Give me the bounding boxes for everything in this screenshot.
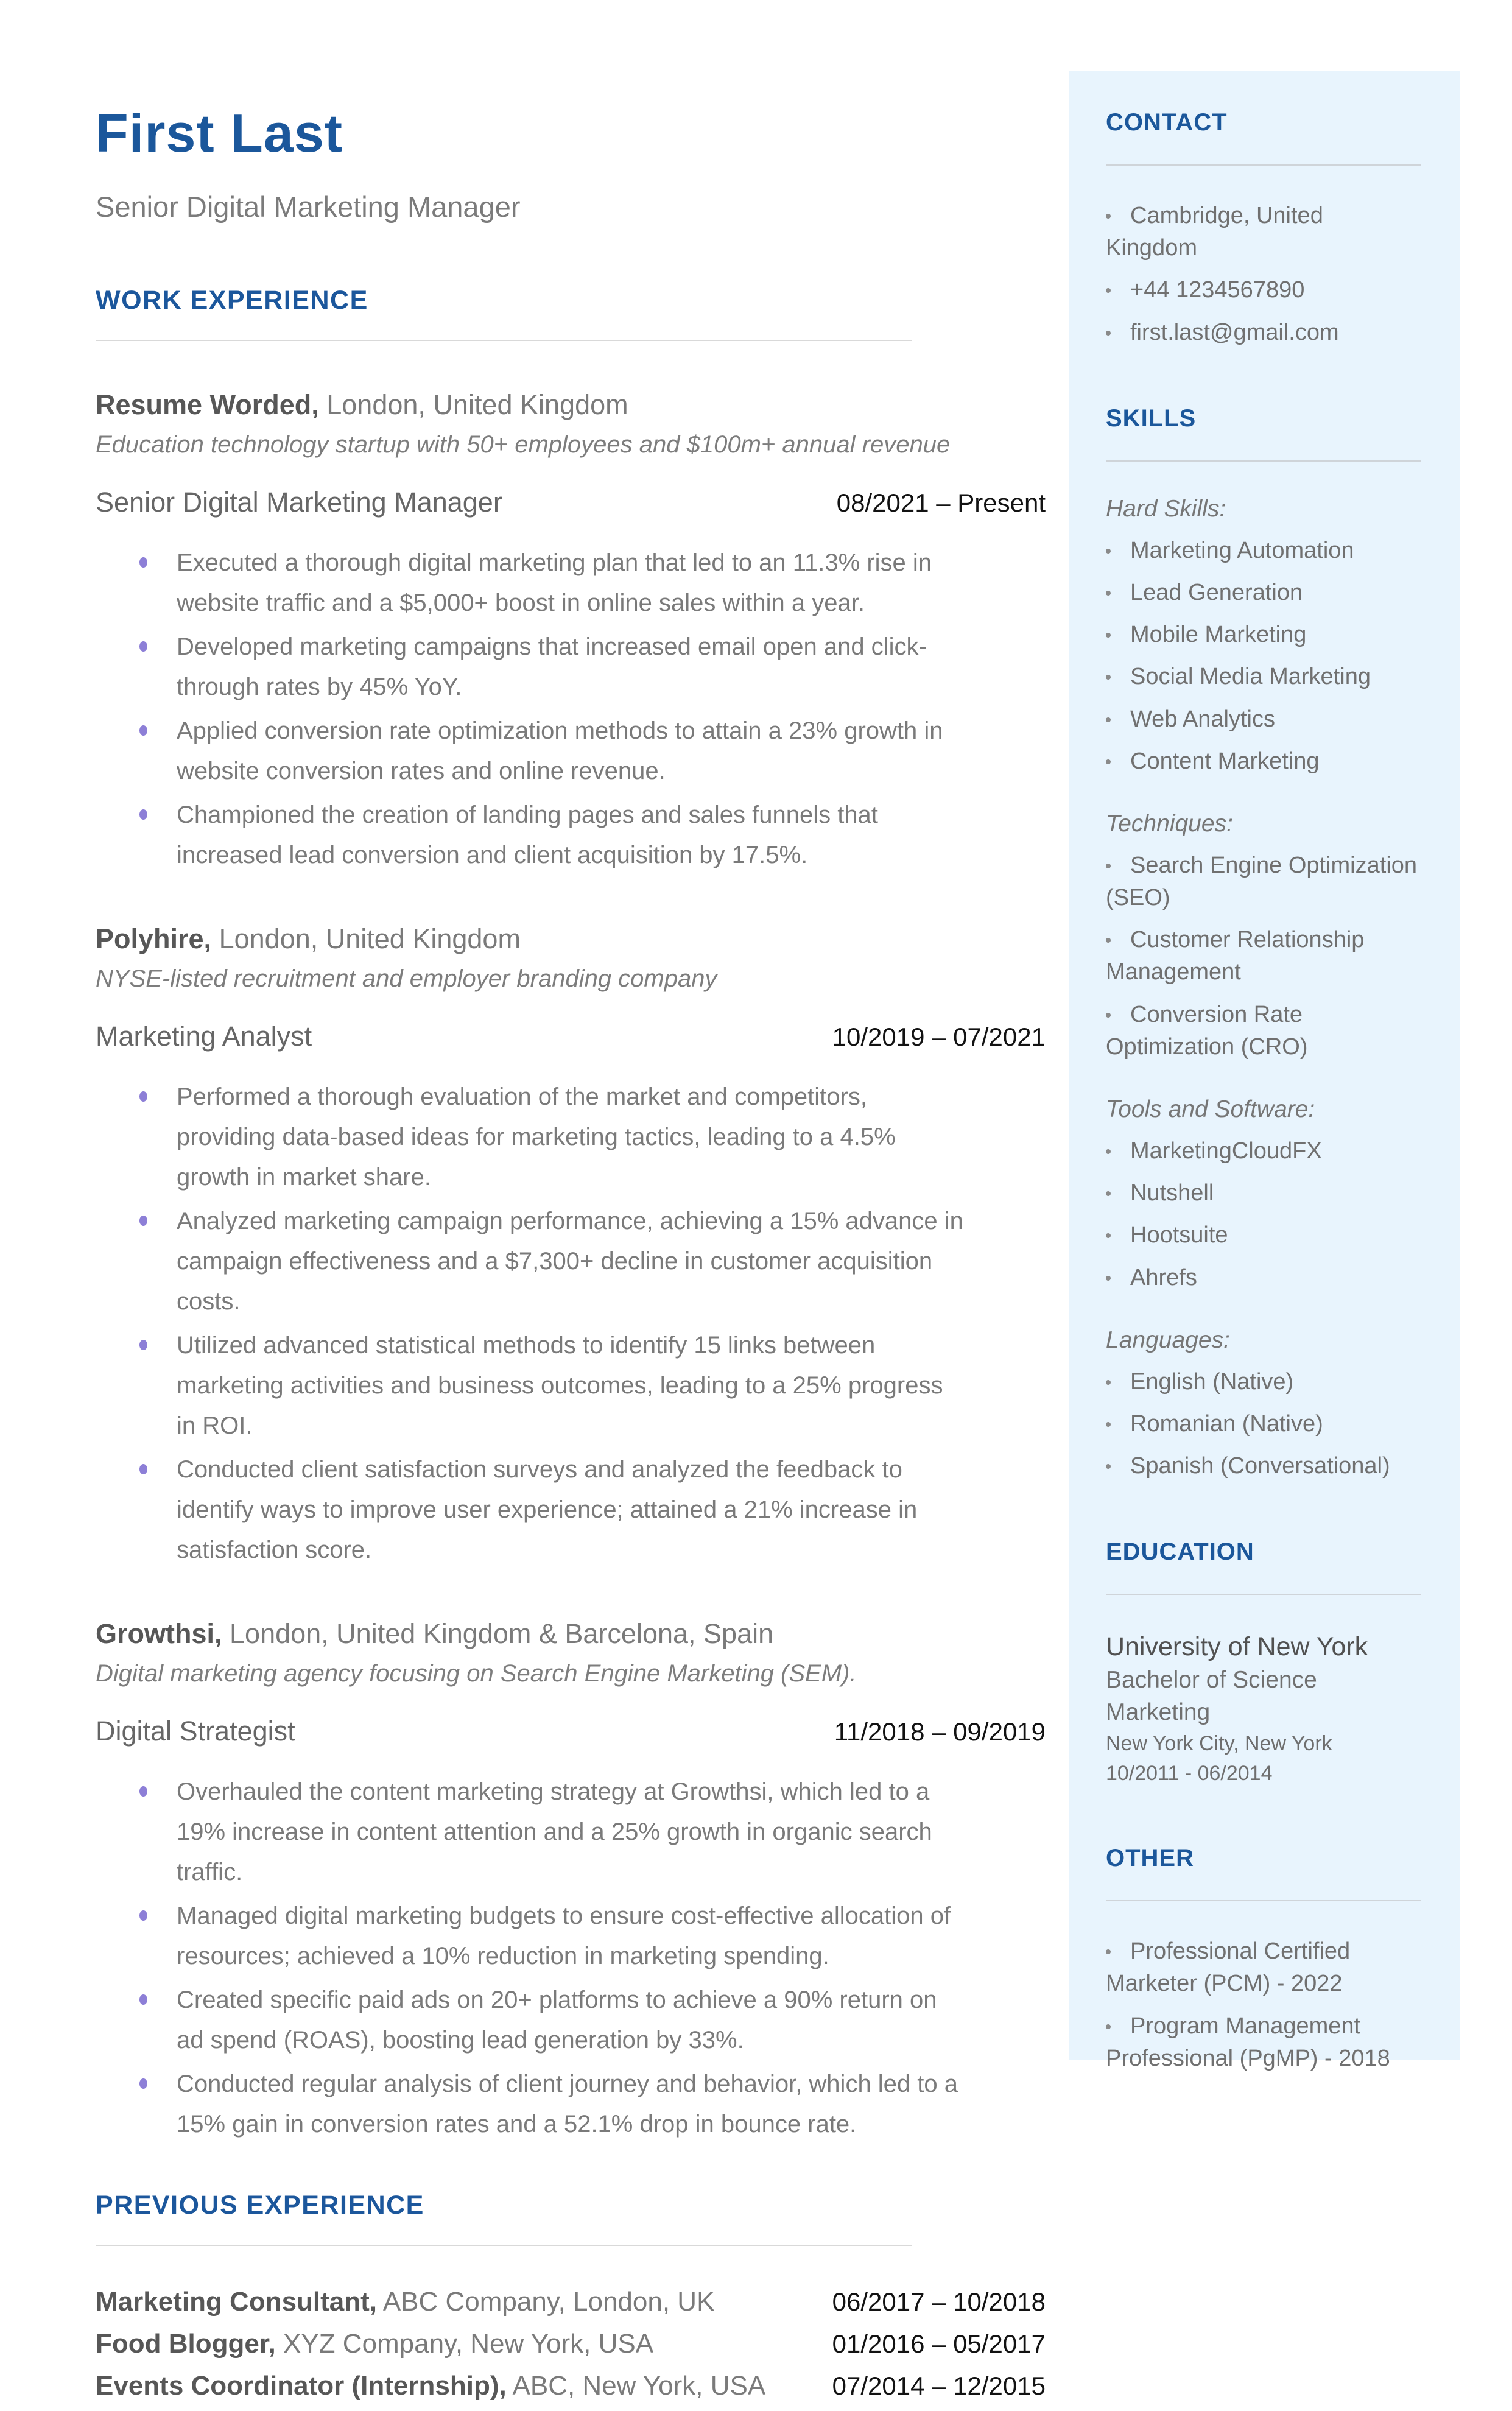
previous-experience-row [96,2285,1046,2318]
section-heading-previous-experience: PREVIOUS EXPERIENCE [96,2191,424,2220]
company-name: Resume Worded, [96,389,319,420]
job-role: Digital Strategist [96,1716,295,1747]
previous-role: Food Blogger, [96,2329,276,2359]
job-bullet: Executed a thorough digital marketing plan that led to an 11.3% rise in website traffic and a $5,000+ boost in online sales within a year. [96,543,966,623]
previous-experience-row [96,2369,1046,2402]
sidebar [1069,71,1460,2071]
job-bullet: Created specific paid ads on 20+ platforms to achieve a 90% return on ad spend (ROAS), boosting lead generation by 33%. [96,1980,966,2060]
previous-dates: 06/2017 – 10/2018 [832,2287,1046,2316]
company-line [96,389,1046,421]
contact-location: Cambridge, United Kingdom [1106,200,1421,264]
company-location: London, United Kingdom [211,923,521,954]
previous-dates: 07/2014 – 12/2015 [832,2371,1046,2400]
skill-item: Ahrefs [1106,1262,1421,1294]
education-major: Marketing [1106,1699,1211,1725]
job-bullet: Performed a thorough evaluation of the market and competitors, providing data-based ideas for marketing tactics, leading to a 4.5% growth in market share. [96,1077,966,1197]
job-bullet: Conducted regular analysis of client journey and behavior, which led to a 15% gain in conversion rates and a 52.1% drop in bounce rate. [96,2064,966,2144]
sidebar-section-other [1106,1845,1421,2075]
skills-group-label: Languages: [1106,1326,1230,1353]
sidebar-section-education [1106,1538,1421,1789]
job-bullet: Utilized advanced statistical methods to identify 15 links between marketing activities and business outcomes, leading to a 25% progress in ROI. [96,1325,966,1446]
role-row [96,487,1046,518]
previous-role-line [96,2327,653,2360]
education-school: University of New York [1106,1632,1368,1662]
skills-group-label: Techniques: [1106,810,1233,837]
skill-item: MarketingCloudFX [1106,1135,1421,1167]
section-heading-work-experience: WORK EXPERIENCE [96,286,368,315]
person-title: Senior Digital Marketing Manager [96,191,521,223]
main-column [96,102,1046,2411]
role-row [96,1021,1046,1052]
skill-item: Conversion Rate Optimization (CRO) [1106,999,1421,1063]
skill-item: Nutshell [1106,1177,1421,1209]
job-bullet: Applied conversion rate optimization methods to attain a 23% growth in website conversion rates and online revenue. [96,711,966,791]
previous-experience-rows [96,2285,1046,2402]
company-line [96,1617,1046,1650]
sidebar-heading-skills: SKILLS [1106,404,1197,432]
job-bullet: Analyzed marketing campaign performance, achieving a 15% advance in campaign effectiveness and a $7,300+ decline in customer acquisition costs. [96,1201,966,1322]
previous-experience-row [96,2327,1046,2360]
education-dates: 10/2011 - 06/2014 [1106,1761,1273,1785]
skill-item: Mobile Marketing [1106,619,1421,651]
sidebar-section-contact [1106,109,1421,349]
previous-role: Events Coordinator (Internship), [96,2371,507,2401]
previous-company: XYZ Company, New York, USA [275,2329,654,2359]
language-item: Spanish (Conversational) [1106,1450,1421,1482]
skill-item: Lead Generation [1106,577,1421,609]
company-location: London, United Kingdom [318,389,628,420]
job-dates: 11/2018 – 09/2019 [834,1717,1046,1746]
company-name: Growthsi, [96,1618,222,1649]
certification-item: Professional Certified Marketer (PCM) - 2022 [1106,1935,1421,2000]
job-entry [96,923,1046,1570]
sidebar-heading-contact: CONTACT [1106,109,1228,136]
skill-item: Customer Relationship Management [1106,924,1421,988]
previous-role-line [96,2285,714,2318]
previous-role-line [96,2369,765,2402]
skill-item: Marketing Automation [1106,535,1421,567]
job-bullet: Managed digital marketing budgets to ensure cost-effective allocation of resources; achieved a 10% reduction in marketing spending. [96,1896,966,1976]
previous-company: ABC, New York, USA [506,2371,766,2401]
divider [96,340,912,341]
divider [1106,1900,1421,1901]
job-dates: 08/2021 – Present [836,488,1046,517]
divider [1106,164,1421,166]
skills-group-label: Tools and Software: [1106,1096,1315,1122]
company-description: Education technology startup with 50+ employees and $100m+ annual revenue [96,431,951,458]
contact-phone: +44 1234567890 [1106,274,1421,306]
skills-group-label: Hard Skills: [1106,495,1226,522]
job-bullet: Overhauled the content marketing strategy at Growthsi, which led to a 19% increase in content attention and a 25% growth in organic search traffic. [96,1772,966,1892]
sidebar-heading-education: EDUCATION [1106,1538,1254,1566]
company-description: Digital marketing agency focusing on Search Engine Marketing (SEM). [96,1660,857,1687]
previous-dates: 01/2016 – 05/2017 [832,2329,1046,2358]
job-entry [96,389,1046,875]
sidebar-heading-other: OTHER [1106,1845,1194,1872]
job-role: Senior Digital Marketing Manager [96,487,502,518]
person-name: First Last [96,103,343,163]
job-bullet: Conducted client satisfaction surveys and analyzed the feedback to identify ways to improve user experience; attained a 21% increase in satisfaction score. [96,1449,966,1570]
skill-item: Social Media Marketing [1106,661,1421,693]
divider [1106,1594,1421,1595]
skill-item: Content Marketing [1106,745,1421,778]
divider [1106,460,1421,462]
company-description: NYSE-listed recruitment and employer branding company [96,965,717,992]
previous-company: ABC Company, London, UK [377,2287,715,2317]
company-line [96,923,1046,956]
language-item: Romanian (Native) [1106,1408,1421,1440]
education-degree: Bachelor of Science [1106,1667,1317,1694]
skill-item: Web Analytics [1106,703,1421,736]
language-item: English (Native) [1106,1366,1421,1398]
job-role: Marketing Analyst [96,1021,312,1052]
skill-item: Hootsuite [1106,1219,1421,1251]
job-bullet: Developed marketing campaigns that increased email open and click-through rates by 45% YoY. [96,627,966,707]
contact-email: first.last@gmail.com [1106,317,1421,349]
sidebar-section-skills [1106,405,1421,1483]
previous-role: Marketing Consultant, [96,2287,378,2317]
education-location: New York City, New York [1106,1731,1332,1755]
certification-item: Program Management Professional (PgMP) - 2018 [1106,2010,1421,2075]
job-dates: 10/2019 – 07/2021 [832,1022,1046,1051]
job-bullet-list [96,1772,966,2144]
job-bullet-list [96,543,966,875]
role-row [96,1716,1046,1747]
job-entry [96,1617,1046,2144]
company-location: London, United Kingdom & Barcelona, Spain [222,1618,774,1649]
job-bullet: Championed the creation of landing pages and sales funnels that increased lead conversion and client acquisition by 17.5%. [96,795,966,875]
job-bullet-list [96,1077,966,1570]
divider [96,2245,912,2246]
company-name: Polyhire, [96,923,212,954]
skill-item: Search Engine Optimization (SEO) [1106,850,1421,914]
